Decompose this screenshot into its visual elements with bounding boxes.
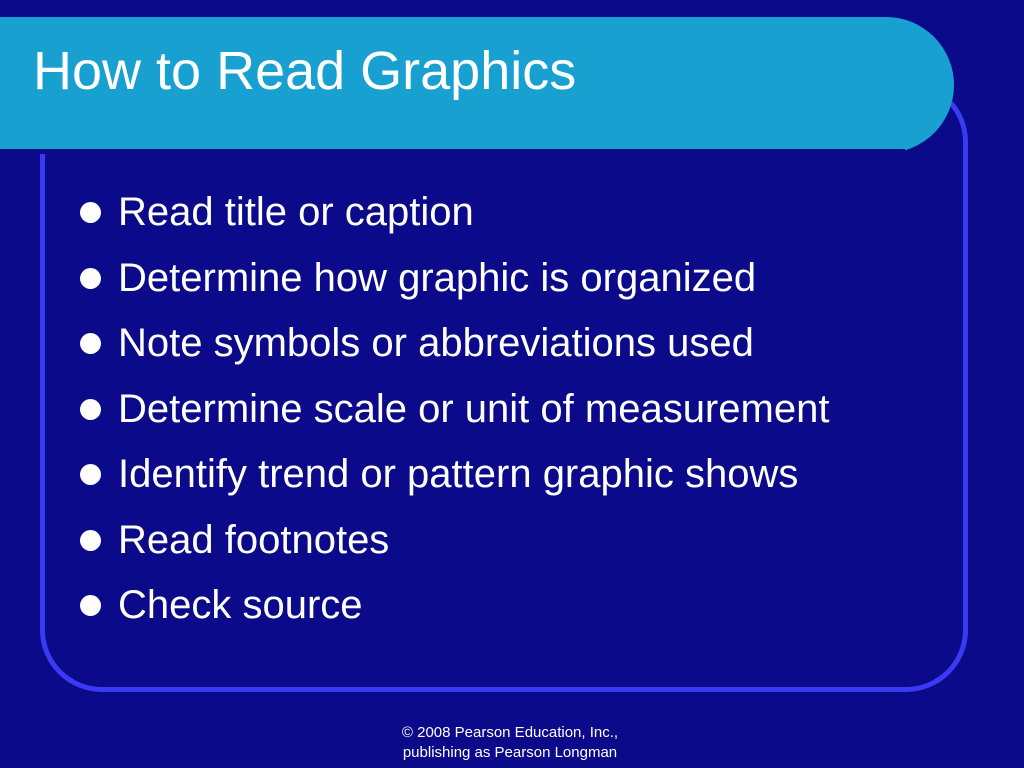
bullet-text: Read title or caption (118, 190, 474, 235)
bullet-dot-icon (80, 333, 101, 354)
bullet-list (80, 180, 829, 639)
copyright-line-2: publishing as Pearson Longman (402, 744, 618, 761)
bullet-dot-icon (80, 202, 101, 223)
bullet-dot-icon (80, 399, 101, 420)
bullet-text: Note symbols or abbreviations used (118, 321, 754, 366)
slide-title: How to Read Graphics (33, 41, 577, 101)
bullet-item (80, 442, 829, 508)
bullet-item (80, 377, 829, 443)
bullet-text: Read footnotes (118, 517, 390, 562)
bullet-text: Check source (118, 583, 363, 628)
bullet-item (80, 180, 829, 246)
bullet-text: Determine scale or unit of measurement (118, 386, 830, 431)
bullet-dot-icon (80, 268, 101, 289)
bullet-dot-icon (80, 595, 101, 616)
bullet-dot-icon (80, 530, 101, 551)
bullet-text: Identify trend or pattern graphic shows (118, 452, 799, 497)
bullet-item (80, 573, 829, 639)
title-underline (0, 149, 905, 154)
bullet-item (80, 508, 829, 574)
copyright-footer (360, 723, 660, 763)
bullet-item (80, 311, 829, 377)
copyright-line-1: © 2008 Pearson Education, Inc., (401, 724, 619, 741)
bullet-dot-icon (80, 464, 101, 485)
bullet-item (80, 246, 829, 312)
bullet-text: Determine how graphic is organized (118, 255, 757, 300)
